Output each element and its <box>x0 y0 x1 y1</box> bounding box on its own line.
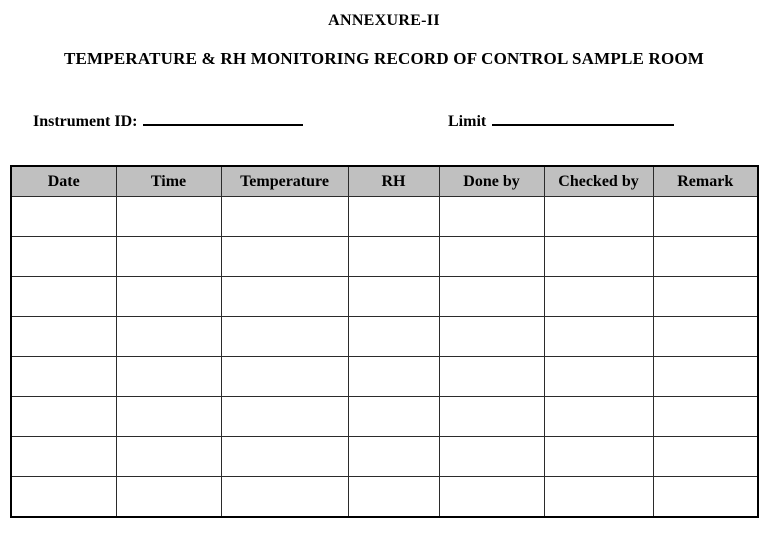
table-cell <box>653 357 758 397</box>
table-cell <box>221 437 348 477</box>
table-cell <box>116 437 221 477</box>
table-cell <box>11 397 116 437</box>
table-cell <box>348 357 439 397</box>
document-title: TEMPERATURE & RH MONITORING RECORD OF CONTROL SAMPLE ROOM <box>63 49 705 68</box>
table-cell <box>116 317 221 357</box>
table-cell <box>439 197 544 237</box>
table-row <box>11 397 758 437</box>
table-cell <box>653 437 758 477</box>
column-header-temperature: Temperature <box>221 166 348 197</box>
table-cell <box>653 317 758 357</box>
table-cell <box>544 477 653 518</box>
table-cell <box>653 277 758 317</box>
table-row <box>11 357 758 397</box>
table-cell <box>653 197 758 237</box>
table-cell <box>439 277 544 317</box>
table-cell <box>439 237 544 277</box>
table-cell <box>221 317 348 357</box>
table-header-row <box>11 166 758 197</box>
table-cell <box>11 357 116 397</box>
table-header <box>11 166 758 197</box>
table-cell <box>653 477 758 518</box>
table-cell <box>11 237 116 277</box>
table-cell <box>439 477 544 518</box>
table-cell <box>653 237 758 277</box>
table-cell <box>348 317 439 357</box>
table-body <box>11 197 758 518</box>
table-cell <box>221 397 348 437</box>
table-cell <box>544 237 653 277</box>
table-row <box>11 477 758 518</box>
table-cell <box>544 197 653 237</box>
column-header-done-by: Done by <box>439 166 544 197</box>
table-cell <box>653 397 758 437</box>
table-cell <box>221 277 348 317</box>
table-cell <box>11 317 116 357</box>
table-row <box>11 317 758 357</box>
table-cell <box>439 357 544 397</box>
table-cell <box>11 277 116 317</box>
table-cell <box>221 477 348 518</box>
table-cell <box>348 237 439 277</box>
table-cell <box>116 477 221 518</box>
table-cell <box>11 437 116 477</box>
table-cell <box>221 357 348 397</box>
table-cell <box>116 397 221 437</box>
table-cell <box>348 397 439 437</box>
table-cell <box>11 477 116 518</box>
table-cell <box>544 357 653 397</box>
header-fields <box>0 109 768 133</box>
table-cell <box>348 197 439 237</box>
instrument-id-label: Instrument ID: <box>33 113 138 130</box>
table-cell <box>439 397 544 437</box>
limit-label: Limit <box>448 113 487 130</box>
table-cell <box>116 277 221 317</box>
table-cell <box>439 437 544 477</box>
table-cell <box>116 237 221 277</box>
table-cell <box>348 477 439 518</box>
column-header-checked-by: Checked by <box>544 166 653 197</box>
column-header-time: Time <box>116 166 221 197</box>
table-cell <box>116 197 221 237</box>
table-row <box>11 437 758 477</box>
table-cell <box>116 357 221 397</box>
table-cell <box>544 397 653 437</box>
table-cell <box>544 437 653 477</box>
instrument-id-field <box>33 109 303 131</box>
monitoring-record-table <box>10 165 759 518</box>
table-cell <box>11 197 116 237</box>
column-header-remark: Remark <box>653 166 758 197</box>
table-cell <box>221 197 348 237</box>
instrument-id-blank-line <box>143 109 303 126</box>
limit-blank-line <box>492 109 674 126</box>
column-header-rh: RH <box>348 166 439 197</box>
table-row <box>11 277 758 317</box>
limit-field <box>448 109 674 131</box>
annexure-heading: ANNEXURE-II <box>328 12 440 29</box>
table-cell <box>544 317 653 357</box>
column-header-date: Date <box>11 166 116 197</box>
table-cell <box>439 317 544 357</box>
table-row <box>11 197 758 237</box>
table-cell <box>544 277 653 317</box>
table-cell <box>348 437 439 477</box>
table-cell <box>221 237 348 277</box>
table-cell <box>348 277 439 317</box>
table-row <box>11 237 758 277</box>
